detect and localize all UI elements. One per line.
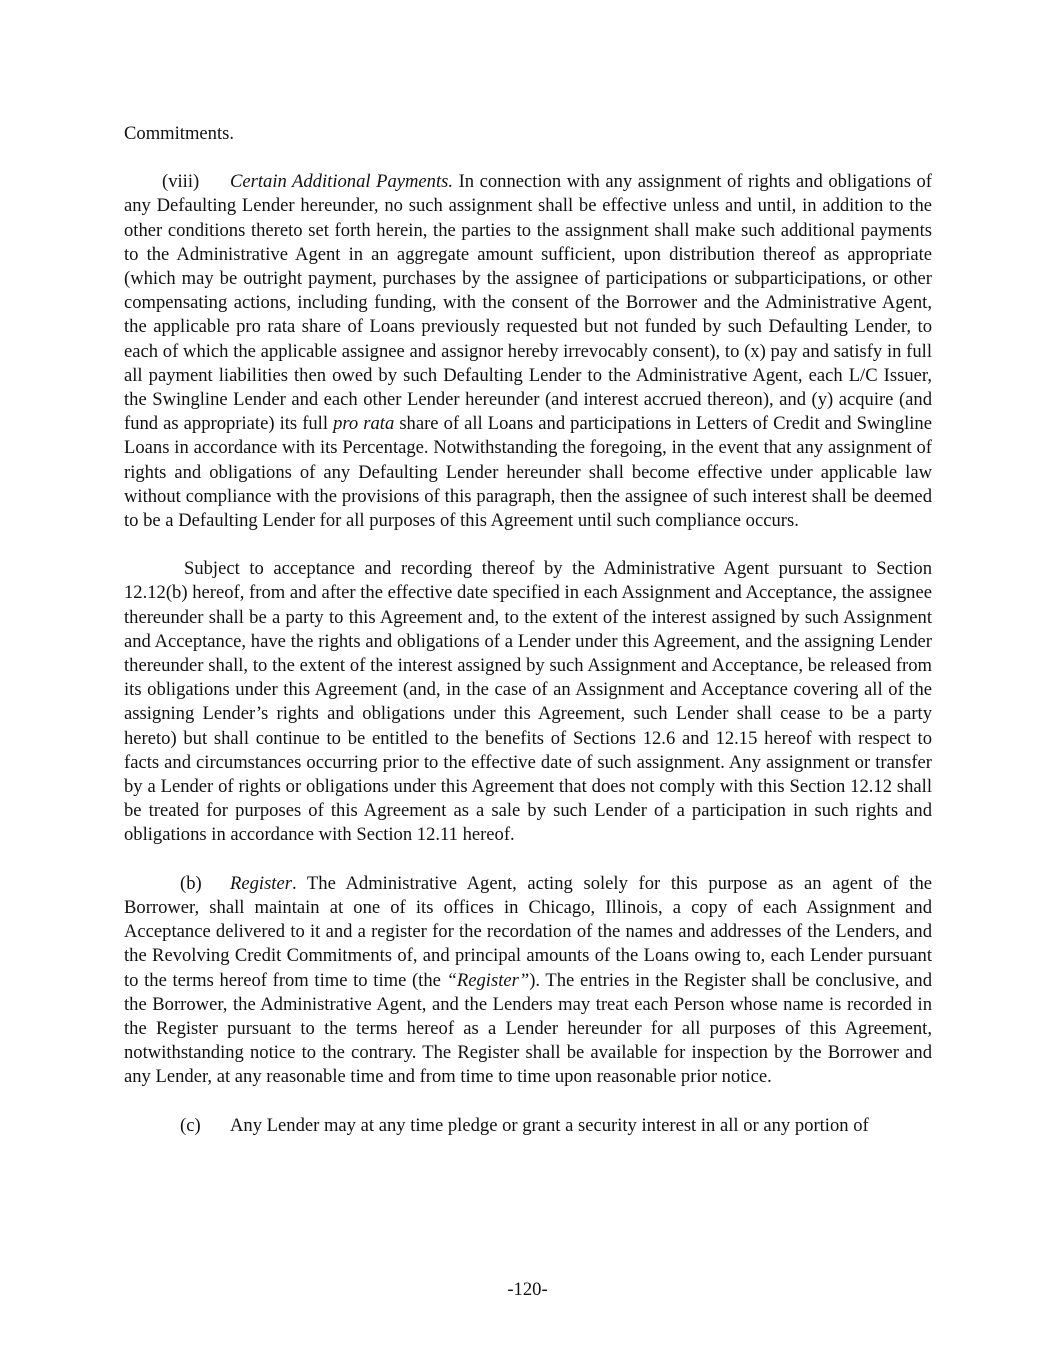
clause-number: (viii): [162, 171, 200, 193]
clause-number: (b): [180, 872, 202, 894]
document-body: [124, 122, 932, 1138]
clause-text: ). The entries in the Register shall be conclusive, and the Borrower, the Administrative Agent, and the Lenders may treat each Person whose name is recorded in the Register pursuant to the terms hereof as a Lender hereunder for all purposes of this Agreement, notwithstanding notice to the contrary. The Register shall be available for inspection by the Borrower and any Lender, at any reasonable time and from time to time upon reasonable prior notice.: [124, 969, 932, 1088]
clause-text: share of all Loans and participations in Letters of Credit and Swingline Loans in accordance with its Percentage. Notwithstanding the foregoing, in the event that any assignment of rights and obligations of any Defaulting Lender hereunder shall become effective under applicable law without compliance with the provisions of this paragraph, then the assignee of such interest shall be deemed to be a Defaulting Lender for all purposes of this Agreement until such compliance occurs.: [124, 413, 932, 532]
paragraph-c: [124, 1114, 932, 1138]
clause-text: In connection with any assignment of rights and obligations of any Defaulting Lender hereunder, no such assignment shall be effective unless and until, in addition to the other conditions thereto set forth herein, the parties to the assignment shall make such additional payments to the Administrative Agent in an aggregate amount sufficient, upon distribution thereof as appropriate (which may be outright payment, purchases by the assignee of participations or subparticipations, or other compensating actions, including funding, with the consent of the Borrower and the Administrative Agent, the applicable pro rata share of Loans previously requested but not funded by such Defaulting Lender, to each of which the applicable assignee and assignor hereby irrevocably consent), to (x) pay and satisfy in full all payment liabilities then owed by such Defaulting Lender to the Administrative Agent, each L/C Issuer, the Swingline Lender and each other Lender hereunder (and interest accrued thereon), and (y) acquire (and fund as appropriate) its full: [124, 171, 932, 435]
paragraph-viii: [124, 170, 932, 533]
clause-number: (c): [180, 1114, 201, 1136]
clause-heading: Certain Additional Payments.: [230, 171, 454, 193]
paragraph-subject-to-acceptance: Subject to acceptance and recording thereof by the Administrative Agent pursuant to Section 12.12(b) hereof, from and after the effective date specified in each Assignment and Acceptance, the assignee thereunder shall be a party to this Agreement and, to the extent of the interest assigned by such Assignment and Acceptance, have the rights and obligations of a Lender under this Agreement, and the assigning Lender thereunder shall, to the extent of the interest assigned by such Assignment and Acceptance, be released from its obligations under this Agreement (and, in the case of an Assignment and Acceptance covering all of the assigning Lender’s rights and obligations under this Agreement, such Lender shall cease to be a party hereto) but shall continue to be entitled to the benefits of Sections 12.6 and 12.15 hereof with respect to facts and circumstances occurring prior to the effective date of such assignment. Any assignment or transfer by a Lender of rights or obligations under this Agreement that does not comply with this Section 12.12 shall be treated for purposes of this Agreement as a sale by such Lender of a participation in such rights and obligations in accordance with Section 12.11 hereof.: [124, 558, 932, 846]
paragraph-b-register: [124, 872, 932, 1090]
page-number: -120-: [507, 1279, 548, 1300]
clause-italic-text: “Register”: [446, 969, 530, 991]
clause-text: Any Lender may at any time pledge or grant a security interest in all or any portion of: [230, 1114, 869, 1136]
clause-text: . The Administrative Agent, acting solely for this purpose as an agent of the Borrower, shall maintain at one of its offices in Chicago, Illinois, a copy of each Assignment and Acceptance delivered to it and a register for the recordation of the names and addresses of the Lenders, and the Revolving Credit Commitments of, and principal amounts of the Loans owing to, each Lender pursuant to the terms hereof from time to time (the: [124, 872, 932, 991]
clause-italic-text: pro rata: [333, 413, 395, 435]
paragraph-commitments: Commitments.: [124, 123, 235, 144]
clause-heading: Register: [230, 872, 292, 894]
